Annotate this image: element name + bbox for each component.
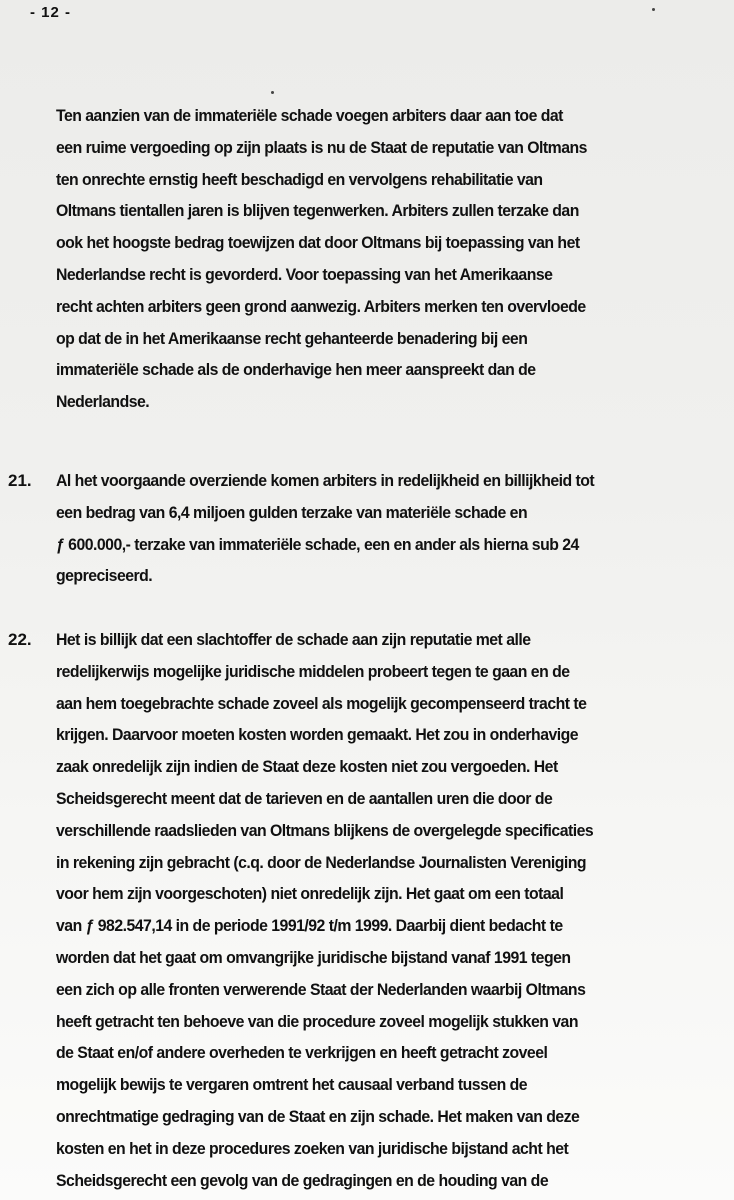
text-line: in rekening zijn gebracht (c.q. door de Nederlandse Journalisten Vereniging <box>56 852 587 872</box>
text-line: een bedrag van 6,4 miljoen gulden terzake van materiële schade en <box>56 502 528 522</box>
paragraph-text <box>56 465 726 592</box>
text-line: aan hem toegebrachte schade zoveel als mogelijk gecompenseerd tracht te <box>56 693 587 713</box>
text-line: heeft getracht ten behoeve van die procedure zoveel mogelijk stukken van <box>56 1011 578 1031</box>
text-line: onrechtmatige gedraging van de Staat en zijn schade. Het maken van deze <box>56 1106 580 1126</box>
text-line: Scheidsgerecht meent dat de tarieven en de aantallen uren die door de <box>56 788 553 808</box>
text-line: voor hem zijn voorgeschoten) niet onredelijk zijn. Het gaat om een totaal <box>56 884 564 904</box>
text-line: Al het voorgaande overziende komen arbiters in redelijkheid en billijkheid tot <box>56 471 595 490</box>
text-line: krijgen. Daarvoor moeten kosten worden gemaakt. Het zou in onderhavige <box>56 725 579 745</box>
text-line: van ƒ 982.547,14 in de periode 1991/92 t/m 1999. Daarbij dient bedacht te <box>56 916 563 936</box>
text-line: Nederlandse recht is gevorderd. Voor toepassing van het Amerikaanse <box>56 264 553 284</box>
paragraph-number: 21. <box>8 471 32 490</box>
paragraph-text <box>56 100 726 418</box>
text-line: mogelijk bewijs te vergaren omtrent het causaal verband tussen de <box>56 1075 528 1095</box>
text-line: Het is billijk dat een slachtoffer de schade aan zijn reputatie met alle <box>56 630 531 649</box>
text-line: verschillende raadslieden van Oltmans blijkens de overgelegde specificaties <box>56 820 594 840</box>
text-line: de Staat en/of andere overheden te verkrijgen en heeft getracht zoveel <box>56 1043 548 1063</box>
scan-speck <box>271 91 274 94</box>
text-line: worden dat het gaat om omvangrijke juridische bijstand vanaf 1991 tegen <box>56 947 571 967</box>
text-line: Oltmans tientallen jaren is blijven tegenwerken. Arbiters zullen terzake dan <box>56 201 579 221</box>
text-line: kosten en het in deze procedures zoeken van juridische bijstand acht het <box>56 1138 569 1158</box>
text-line: recht achten arbiters geen grond aanwezig. Arbiters merken ten overvloede <box>56 296 586 316</box>
text-line: zaak onredelijk zijn indien de Staat deze kosten niet zou vergoeden. Het <box>56 757 558 777</box>
paragraph-21 <box>8 465 726 592</box>
paragraph-number: 22. <box>8 630 32 649</box>
page-number: - 12 - <box>30 4 72 21</box>
text-line: gepreciseerd. <box>56 566 153 586</box>
paragraph-text <box>56 624 726 1196</box>
text-line: ƒ 600.000,- terzake van immateriële schade, een en ander als hierna sub 24 <box>56 534 579 554</box>
scan-speck <box>652 8 655 11</box>
text-line: een zich op alle fronten verwerende Staat der Nederlanden waarbij Oltmans <box>56 979 586 999</box>
text-line: ten onrechte ernstig heeft beschadigd en vervolgens rehabilitatie van <box>56 169 543 189</box>
text-line: een ruime vergoeding op zijn plaats is nu de Staat de reputatie van Oltmans <box>56 137 587 157</box>
text-line: Nederlandse. <box>56 392 150 412</box>
text-line: ook het hoogste bedrag toewijzen dat door Oltmans bij toepassing van het <box>56 233 580 253</box>
text-line: Scheidsgerecht een gevolg van de gedragingen en de houding van de <box>56 1170 549 1190</box>
paragraph-intro <box>56 100 726 418</box>
text-line: redelijkerwijs mogelijke juridische middelen probeert tegen te gaan en de <box>56 661 570 681</box>
text-line: immateriële schade als de onderhavige hen meer aanspreekt dan de <box>56 360 536 380</box>
text-line: op dat de in het Amerikaanse recht gehanteerde benadering bij een <box>56 328 528 348</box>
paragraph-22 <box>8 624 726 1196</box>
text-line: Ten aanzien van de immateriële schade voegen arbiters daar aan toe dat <box>56 106 563 125</box>
